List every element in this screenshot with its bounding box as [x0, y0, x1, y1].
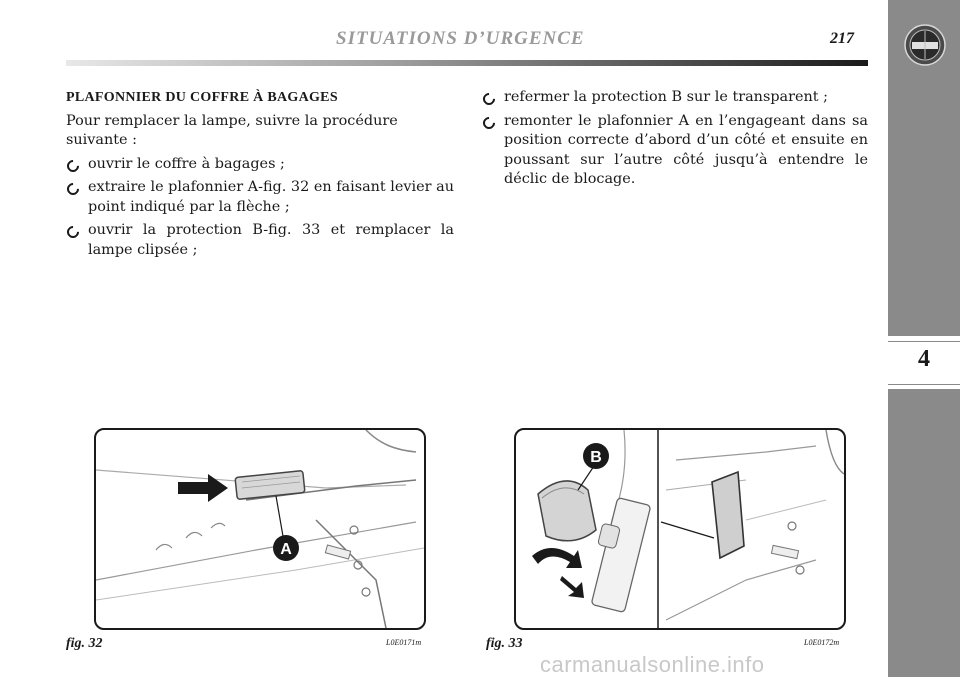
intro-text: Pour remplacer la lampe, suivre la procédure suivante :	[66, 112, 398, 148]
bullet-icon	[65, 224, 82, 241]
figure-33-illustration	[516, 430, 844, 628]
list-item: ouvrir la protection B-fig. 33 et remplacer la lampe clipsée ;	[66, 221, 454, 260]
step-list	[66, 155, 454, 261]
bullet-icon	[65, 181, 82, 198]
header-title: SITUATIONS D’URGENCE	[336, 28, 585, 49]
figure-32	[94, 428, 426, 630]
arrow-icon	[560, 576, 584, 598]
left-column	[66, 88, 454, 264]
chapter-tab[interactable]	[888, 341, 960, 385]
chapter-number: 4	[918, 346, 930, 372]
figure-33-caption: fig. 33	[486, 636, 523, 651]
section-title: PLAFONNIER DU COFFRE À BAGAGES	[66, 90, 338, 105]
figure-32-illustration	[96, 430, 424, 628]
bullet-icon	[481, 91, 498, 108]
figure-32-caption: fig. 32	[66, 636, 103, 651]
bullet-icon	[481, 114, 498, 131]
step-list	[482, 88, 868, 190]
figure-32-code: L0E0171m	[386, 638, 422, 647]
watermark: carmanualsonline.info	[540, 652, 765, 677]
bullet-icon	[65, 157, 82, 174]
figure-33	[514, 428, 846, 630]
list-item: remonter le plafonnier A en l’engageant dans sa position correcte d’abord d’un côté et ensuite en poussant sur l’autre côté jusqu’à entendre le déclic de blocage.	[482, 112, 868, 190]
side-tab-bottom	[888, 389, 960, 677]
list-item: extraire le plafonnier A-fig. 32 en faisant levier au point indiqué par la flèche ;	[66, 178, 454, 217]
figure-33-code: L0E0172m	[804, 638, 840, 647]
callout-b-label: B	[590, 449, 602, 466]
curved-arrow-icon	[532, 548, 582, 568]
page-number: 217	[830, 30, 854, 47]
right-column	[482, 88, 868, 194]
list-item: refermer la protection B sur le transparent ;	[482, 88, 868, 108]
lancia-logo-icon	[904, 24, 946, 66]
header-rule	[66, 60, 868, 66]
list-item: ouvrir le coffre à bagages ;	[66, 155, 454, 175]
callout-a-label: A	[280, 541, 292, 558]
